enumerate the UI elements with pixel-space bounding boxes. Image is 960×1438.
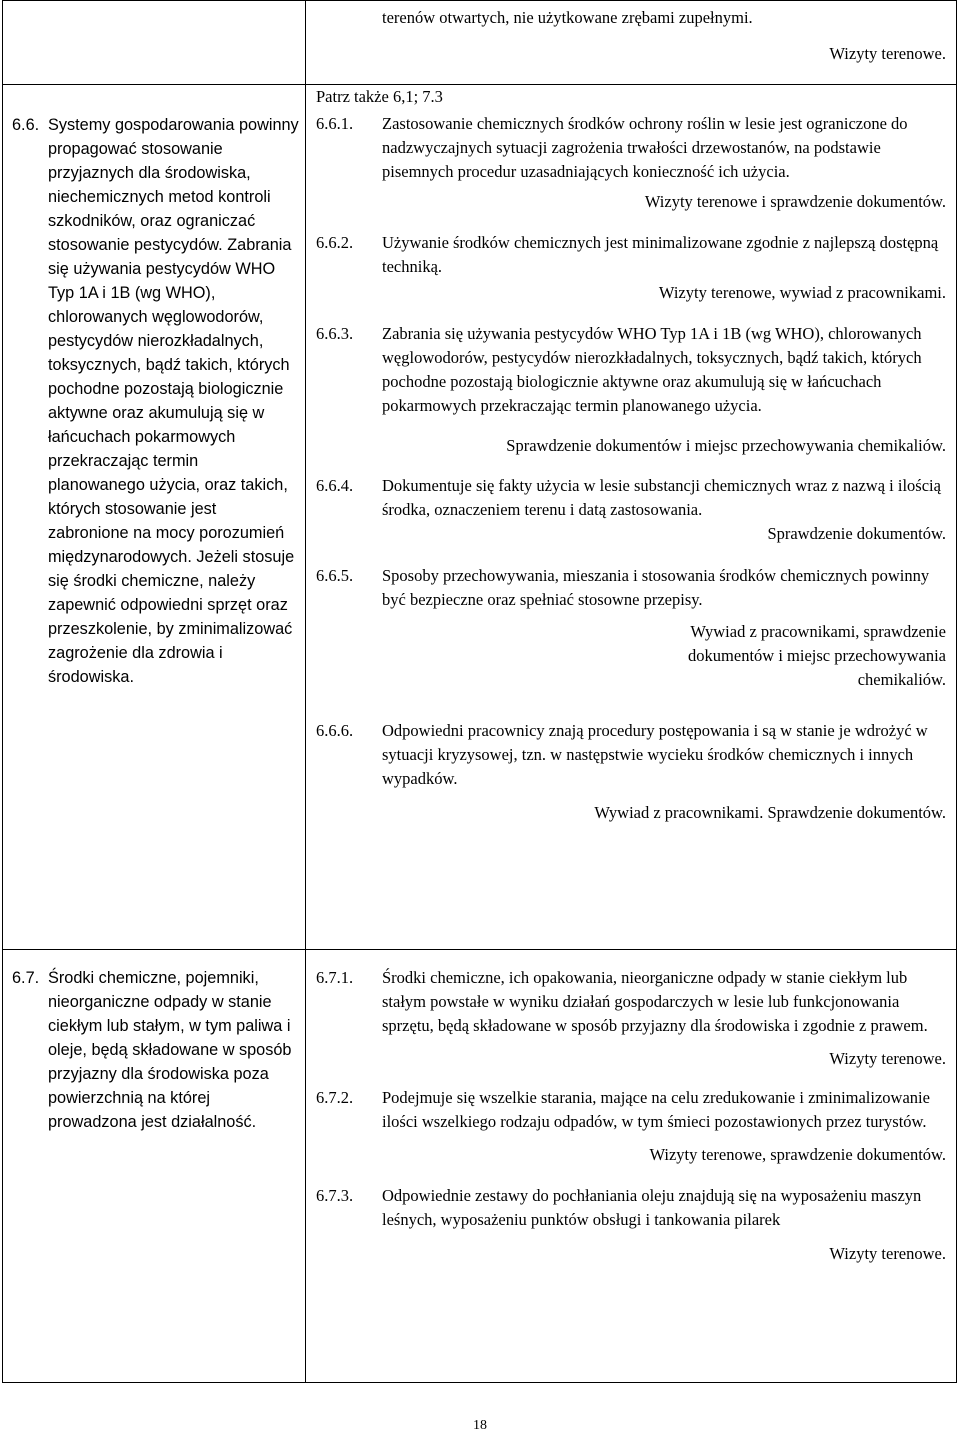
criterion-cell-empty <box>3 1 306 85</box>
indicator-6-6-1 <box>306 112 956 184</box>
page-number: 18 <box>473 1418 487 1433</box>
indicator-6-7-3 <box>306 1184 956 1232</box>
criterion-number: 6.6. <box>12 116 40 134</box>
verification-text: Sprawdzenie dokumentów. <box>767 524 946 543</box>
indicator-text: Sposoby przechowywania, mieszania i stosowania środków chemicznych powinny być bezpieczne oraz spełniać stosowne przepisy. <box>382 566 930 609</box>
indicator-cell-6-6 <box>306 85 957 950</box>
indicator-text: Dokumentuje się fakty użycia w lesie substancji chemicznych wraz z nazwą i ilością środka, oznaczeniem terenu i datą zastosowania. <box>382 476 941 519</box>
indicator-number: 6.6.4. <box>316 476 354 495</box>
verification-text: Wizyty terenowe. <box>829 1049 946 1068</box>
indicator-text: Odpowiednie zestawy do pochłaniania oleju znajdują się na wyposażeniu maszyn leśnych, wyposażeniu punktów obsługi i tankowania pilarek <box>382 1186 922 1229</box>
criterion-text: Systemy gospodarowania powinny propagować stosowanie przyjaznych dla środowiska, niechemicznych metod kontroli szkodników, oraz ograniczać stosowanie pestycydów. Zabrania się używania pestycydów WHO Typ 1A i 1B (wg WHO), chlorowanych węglowodorów, pestycydów nierozkładalnych, toksycznych, bądź takich, których pochodne pozostają biologicznie aktywne oraz akumulują się w łańcuchach pokarmowych przekraczając termin planowanego użycia, oraz takich, których stosowanie jest zabronione na mocy porozumień międzynarodowych. Jeżeli stosuje się środki chemiczne, należy zapewnić odpowiedni sprzęt oraz przeszkolenie, by zminimalizować zagrożenie dla zdrowia i środowiska. <box>48 116 299 686</box>
indicator-number: 6.6.3. <box>316 324 354 343</box>
verification-text: Wywiad z pracownikami, sprawdzenie dokumentów i miejsc przechowywania chemikaliów. <box>688 622 946 689</box>
indicator-6-7-1 <box>306 966 956 1038</box>
continuation-text: terenów otwartych, nie użytkowane zrębami zupełnymi. <box>382 8 753 27</box>
verification-text: Wizyty terenowe, sprawdzenie dokumentów. <box>649 1145 946 1164</box>
criterion-cell-6-7 <box>3 950 306 1383</box>
table-row-6-7 <box>3 950 957 1383</box>
table-row-6-6 <box>3 85 957 950</box>
indicator-number: 6.7.3. <box>316 1186 354 1205</box>
indicator-number: 6.7.2. <box>316 1088 354 1107</box>
indicator-text: Odpowiedni pracownicy znają procedury postępowania i są w stanie je wdrożyć w sytuacji kryzysowej, tzn. w następstwie wycieku środków chemicznych i innych wypadków. <box>382 721 928 788</box>
indicator-number: 6.6.2. <box>316 233 354 252</box>
indicator-number: 6.6.1. <box>316 114 354 133</box>
indicator-text: Zastosowanie chemicznych środków ochrony roślin w lesie jest ograniczone do nadzwyczajnych sytuacji zagrożenia trwałości drzewostanów, na podstawie pisemnych procedur uzasadniających konieczność ich użycia. <box>382 114 908 181</box>
verification-text: Sprawdzenie dokumentów i miejsc przechowywania chemikaliów. <box>506 436 946 455</box>
verification-text: Wizyty terenowe. <box>829 44 946 63</box>
verification-text: Wywiad z pracownikami. Sprawdzenie dokumentów. <box>594 803 946 822</box>
indicator-number: 6.6.6. <box>316 721 354 740</box>
see-also-note: Patrz także 6,1; 7.3 <box>316 87 443 106</box>
verification-text: Wizyty terenowe. <box>829 1244 946 1263</box>
indicator-6-6-2 <box>306 231 956 279</box>
indicator-6-6-5 <box>306 564 956 612</box>
indicator-6-6-4 <box>306 474 956 522</box>
criterion-text: Środki chemiczne, pojemniki, nieorganiczne odpady w stanie ciekłym lub stałym, w tym paliwa i oleje, będą składowane w sposób przyjazny dla środowiska poza powierzchnią na której prowadzona jest działalność. <box>48 969 292 1131</box>
table-row-continuation <box>3 1 957 85</box>
indicator-cell-continuation <box>306 1 957 85</box>
indicator-text: Zabrania się używania pestycydów WHO Typ 1A i 1B (wg WHO), chlorowanych węglowodorów, pestycydów nierozkładalnych, toksycznych, bądź takich, których pochodne pozostają biologicznie aktywne oraz akumulują się w łańcuchach pokarmowych przekraczając termin planowanego użycia. <box>382 324 922 415</box>
indicator-text: Używanie środków chemicznych jest minimalizowane zgodnie z najlepszą dostępną techniką. <box>382 233 939 276</box>
indicator-6-6-6 <box>306 719 956 791</box>
indicator-text: Podejmuje się wszelkie starania, mające na celu zredukowanie i zminimalizowanie ilości wszelkiego rodzaju odpadów, w tym śmieci pozostawionych przez turystów. <box>382 1088 930 1131</box>
indicator-number: 6.7.1. <box>316 968 354 987</box>
verification-text: Wizyty terenowe i sprawdzenie dokumentów. <box>644 192 946 211</box>
indicator-6-6-3 <box>306 322 956 418</box>
criterion-6-6 <box>3 113 305 689</box>
verification-text: Wizyty terenowe, wywiad z pracownikami. <box>658 283 946 302</box>
criterion-6-7 <box>3 966 305 1134</box>
criterion-number: 6.7. <box>12 969 40 987</box>
criterion-cell-6-6 <box>3 85 306 950</box>
indicator-text: Środki chemiczne, ich opakowania, nieorganiczne odpady w stanie ciekłym lub stałym powstałe w wyniku działań gospodarczych w lesie lub funkcjonowania sprzętu, będą składowane w sposób przyjazny dla środowiska i zgodnie z prawem. <box>382 968 928 1035</box>
indicator-cell-6-7 <box>306 950 957 1383</box>
indicator-number: 6.6.5. <box>316 566 354 585</box>
indicator-6-7-2 <box>306 1086 956 1134</box>
standard-table <box>2 0 957 1383</box>
